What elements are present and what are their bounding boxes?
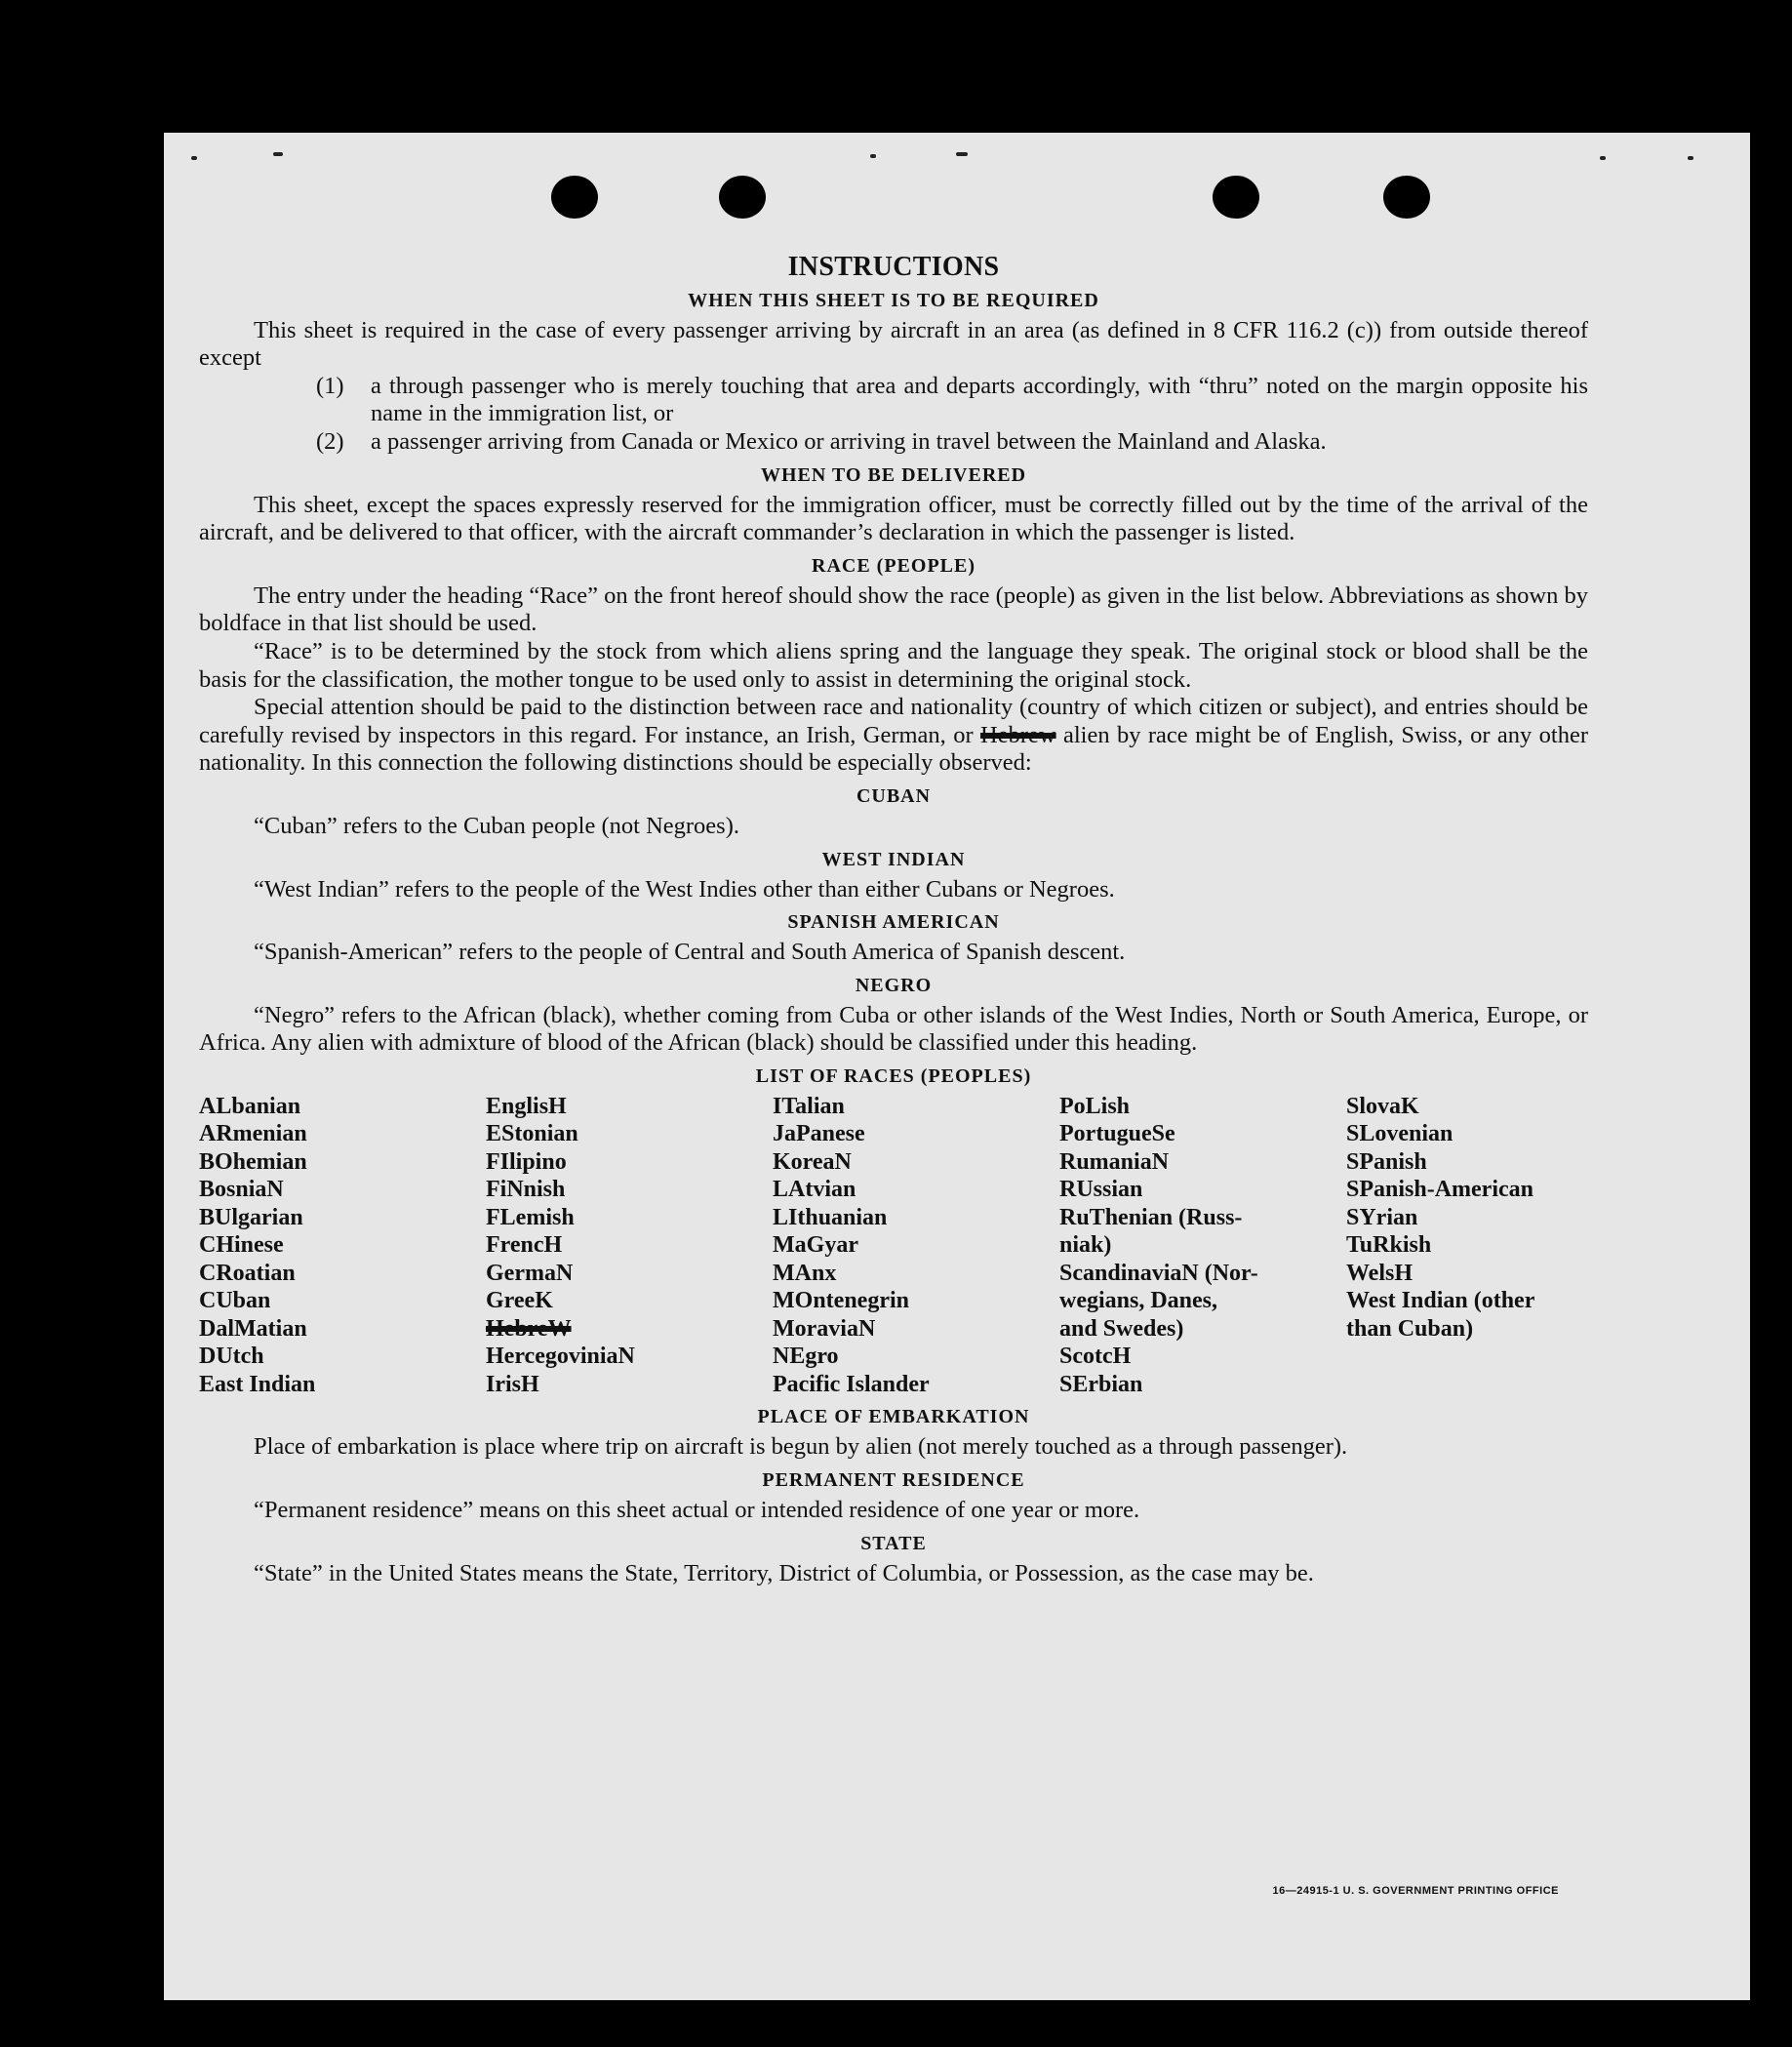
speck — [870, 154, 876, 158]
west-indian-text: “West Indian” refers to the people of the West Indies other than either Cubans or Negroes. — [254, 875, 1115, 903]
races-column — [773, 1093, 1059, 1399]
race-entry: BUlgarian — [199, 1204, 303, 1230]
race-entry: LAtvian — [773, 1177, 856, 1203]
race-entry: JaPanese — [773, 1121, 865, 1147]
race-entry: PortugueSe — [1059, 1121, 1175, 1147]
spanish-american-text: “Spanish-American” refers to the people of Central and South America of Spanish descent. — [254, 939, 1126, 966]
race-entry: SYrian — [1346, 1204, 1418, 1230]
required-intro: This sheet is required in the case of every passenger arriving by aircraft in an area (as defined in 8 CFR 116.2 (c)) from outside thereof except — [199, 316, 1588, 372]
heading-required: WHEN THIS SHEET IS TO BE REQUIRED — [688, 289, 1099, 311]
heading-state: STATE — [860, 1532, 927, 1554]
race-entry: MOntenegrin — [773, 1288, 909, 1314]
printer-imprint: 16—24915-1 U. S. GOVERNMENT PRINTING OFFICE — [1272, 1885, 1559, 1897]
race-entry: LIthuanian — [773, 1204, 888, 1230]
speck — [956, 152, 968, 156]
race-entry: SPanish-American — [1346, 1177, 1533, 1203]
heading-spanish-american: SPANISH AMERICAN — [787, 911, 1000, 934]
speck — [1688, 156, 1693, 160]
punch-hole — [719, 176, 766, 219]
race-entry: ScandinaviaN (Nor- wegians, Danes, and Swedes) — [1059, 1260, 1258, 1342]
speck — [273, 152, 283, 156]
race-entry: DUtch — [199, 1344, 264, 1370]
required-item — [199, 428, 1588, 457]
race-p3-end: alien by race might be of English, Swiss, or any other nationality. In this connection the following distinctions should be especially observed: — [199, 721, 1589, 777]
race-entry: SErbian — [1059, 1371, 1143, 1397]
speck — [191, 156, 197, 160]
race-entry: IrisH — [486, 1371, 539, 1397]
race-p3-start: Special attention should be paid to the distinction between race and nationality (country of which citizen or subject), and entries should be carefully revised by inspectors in this regard. For instance, an Irish, German, or — [199, 694, 1588, 748]
race-entry: DalMatian — [199, 1315, 307, 1342]
page-title: INSTRUCTIONS — [787, 252, 1000, 282]
embarkation-text: Place of embarkation is place where trip on aircraft is begun by alien (not merely touched as a through passenger). — [254, 1433, 1348, 1461]
race-entry: KoreaN — [773, 1148, 852, 1175]
race-entry: FiNnish — [486, 1177, 566, 1203]
heading-cuban: CUBAN — [856, 784, 932, 807]
speck — [1600, 156, 1606, 160]
race-entry: BOhemian — [199, 1148, 307, 1175]
race-entry: PoLish — [1059, 1093, 1131, 1119]
race-entry: GermaN — [486, 1260, 574, 1286]
race-entry: SPanish — [1346, 1148, 1427, 1175]
cuban-text: “Cuban” refers to the Cuban people (not Negroes). — [254, 812, 739, 839]
race-entry: ITalian — [773, 1093, 845, 1119]
race-entry: CHinese — [199, 1232, 284, 1259]
race-entry: GreeK — [486, 1288, 553, 1314]
races-column — [1346, 1093, 1588, 1399]
race-entry: FLemish — [486, 1204, 575, 1230]
races-column — [486, 1093, 773, 1399]
item-number: (1) — [316, 372, 344, 399]
race-entry: EStonian — [486, 1121, 578, 1147]
state-text: “State” in the United States means the State, Territory, District of Columbia, or Possession, as the case may be. — [254, 1559, 1314, 1586]
residence-text: “Permanent residence” means on this sheet actual or intended residence of one year or more. — [254, 1496, 1140, 1523]
heading-west-indian: WEST INDIAN — [821, 848, 966, 870]
race-entry: TuRkish — [1346, 1232, 1432, 1259]
race-entry: WelsH — [1346, 1260, 1414, 1286]
punch-hole — [1383, 176, 1430, 219]
race-entry: ALbanian — [199, 1093, 301, 1119]
race-entry: Pacific Islander — [773, 1371, 930, 1397]
heading-race: RACE (PEOPLE) — [812, 554, 976, 577]
required-item — [199, 373, 1588, 428]
race-entry: HercegoviniaN — [486, 1344, 635, 1370]
race-entry: FrencH — [486, 1232, 563, 1259]
heading-delivered: WHEN TO BE DELIVERED — [760, 463, 1027, 486]
race-entry: SLovenian — [1346, 1121, 1454, 1147]
heading-races-list: LIST OF RACES (PEOPLES) — [755, 1064, 1032, 1087]
punch-hole — [1213, 176, 1259, 219]
heading-residence: PERMANENT RESIDENCE — [762, 1468, 1025, 1491]
heading-negro: NEGRO — [855, 974, 933, 996]
heading-embarkation: PLACE OF EMBARKATION — [757, 1406, 1030, 1428]
race-paragraph-2: “Race” is to be determined by the stock from which aliens spring and the language they speak. The original stock or blood shall be the basis for the classification, the mother tongue to be used only to assist in determining the original stock. — [199, 637, 1588, 693]
race-entry: West Indian (other than Cuban) — [1346, 1288, 1535, 1342]
instructions-content — [199, 254, 1588, 1587]
punch-hole — [551, 176, 598, 219]
race-entry: NEgro — [773, 1344, 839, 1370]
race-entry: RumaniaN — [1059, 1148, 1170, 1175]
race-entry: BosniaN — [199, 1177, 284, 1203]
race-entry: ScotcH — [1059, 1344, 1132, 1370]
race-paragraph-3 — [199, 694, 1588, 778]
item-text: a passenger arriving from Canada or Mexico or arriving in travel between the Mainland and Alaska. — [371, 427, 1327, 455]
negro-text: “Negro” refers to the African (black), whether coming from Cuba or other islands of the West Indies, North or South America, Europe, or Africa. Any alien with admixture of blood of the African (black) should be classified under this heading. — [199, 1001, 1588, 1057]
races-column — [199, 1093, 486, 1399]
document-sheet — [164, 133, 1750, 2000]
race-entry: East Indian — [199, 1371, 316, 1397]
race-entry: ARmenian — [199, 1121, 307, 1147]
race-entry: CUban — [199, 1288, 271, 1314]
race-entry: MoraviaN — [773, 1315, 876, 1342]
race-paragraph-1: The entry under the heading “Race” on the front hereof should show the race (people) as given in the list below. Abbreviations as shown by boldface in that list should be used. — [199, 582, 1588, 637]
race-entry: RUssian — [1059, 1177, 1143, 1203]
delivered-text: This sheet, except the spaces expressly reserved for the immigration officer, must be correctly filled out by the time of the arrival of the aircraft, and be delivered to that officer, with the aircraft commander’s declaration in which the passenger is listed. — [199, 491, 1588, 546]
race-entry: MAnx — [773, 1260, 837, 1286]
race-entry: FIlipino — [486, 1148, 567, 1175]
race-entry: RuThenian (Russ- niak) — [1059, 1204, 1243, 1259]
races-list — [199, 1093, 1588, 1399]
race-entry: SlovaK — [1346, 1093, 1419, 1119]
race-entry: CRoatian — [199, 1260, 296, 1286]
item-text: a through passenger who is merely touching that area and departs accordingly, with “thru” noted on the margin opposite his name in the immigration list, or — [371, 372, 1588, 427]
race-entry: HebreW — [486, 1315, 572, 1342]
race-entry: MaGyar — [773, 1232, 858, 1259]
races-column — [1059, 1093, 1346, 1399]
item-number: (2) — [316, 427, 344, 455]
race-entry: EnglisH — [486, 1093, 567, 1119]
struck-word: Hebrew — [980, 721, 1056, 748]
